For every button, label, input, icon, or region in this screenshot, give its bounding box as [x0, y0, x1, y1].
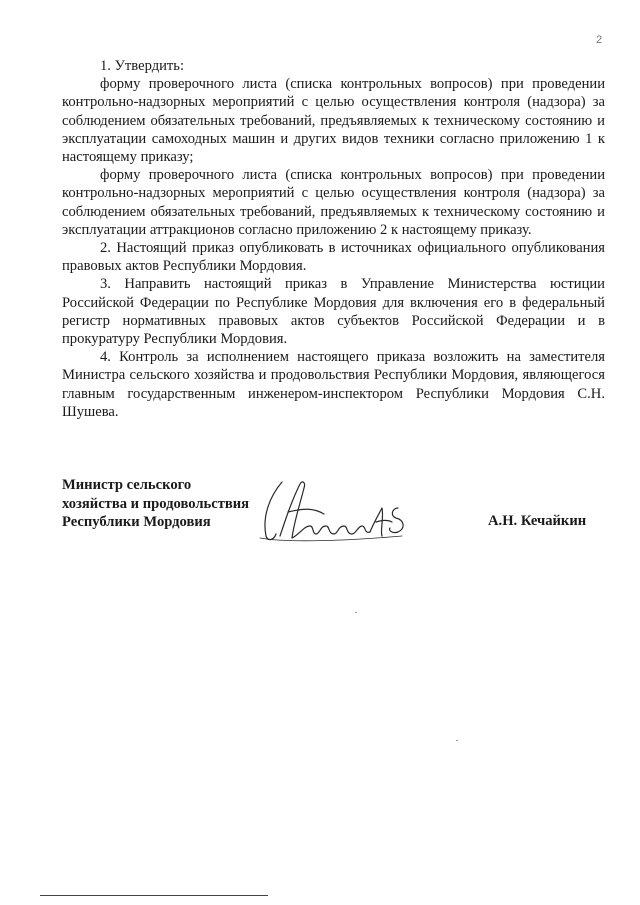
signer-title-line-1: Министр сельского	[62, 477, 192, 493]
paragraph-1-heading: 1. Утвердить:	[100, 58, 185, 74]
signer-title-line-3: Республики Мордовия	[62, 514, 211, 530]
signer-title	[62, 476, 249, 532]
document-body	[62, 57, 605, 421]
signer-title-line-2: хозяйства и продовольствия	[62, 495, 250, 512]
paragraph-1-item-2: форму проверочного листа (списка контрольных вопросов) при проведении контрольно-надзорных мероприятий с целью осуществления контроля (надзора) за соблюдением обязательных требований, предъявляемых к техническому состоянию и эксплуатации аттракционов согласно приложению 2 к настоящему приказу.	[62, 167, 605, 238]
scan-speck	[355, 612, 357, 613]
paragraph-3: 3. Направить настоящий приказ в Управление Министерства юстиции Российской Федерации по Республике Мордовия для включения его в федеральный регистр нормативных правовых актов субъектов Российской Федерации и в прокуратуру Республики Мордовия.	[62, 276, 605, 348]
paragraph-4: 4. Контроль за исполнением настоящего приказа возложить на заместителя Министра сельского хозяйства и продовольствия Республики Мордовия, являющегося главным государственным инженером-инспектором Республики Мордовия С.Н. Шушева.	[62, 349, 605, 420]
footer-rule	[40, 895, 268, 896]
handwritten-signature	[252, 478, 422, 548]
paragraph-2: 2. Настоящий приказ опубликовать в источниках официального опубликования правовых актов Республики Мордовия.	[62, 240, 605, 275]
scan-speck	[456, 740, 458, 741]
page-number: 2	[596, 34, 603, 46]
signer-name: А.Н. Кечайкин	[488, 513, 587, 529]
paragraph-1-item-1: форму проверочного листа (списка контрольных вопросов) при проведении контрольно-надзорных мероприятий с целью осуществления контроля (надзора) за соблюдением обязательных требований, предъявляемых к техническому состоянию и эксплуатации самоходных машин и других видов техники согласно приложению 1 к настоящему приказу;	[62, 76, 605, 166]
